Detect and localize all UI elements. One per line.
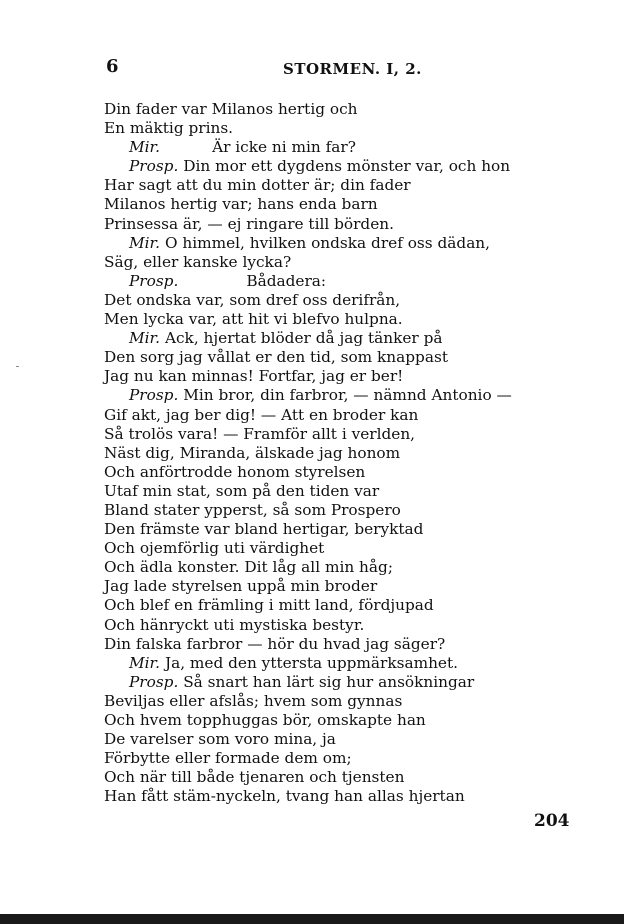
verse-line: Förbytte eller formade dem om; [104, 749, 352, 768]
verse-line: Har sagt att du min dotter är; din fader [104, 176, 411, 195]
line-text: Din mor ett dygdens mönster var, och hon [183, 157, 511, 176]
verse-line: Den sorg jag vållat er den tid, som knappast [104, 348, 448, 367]
folio-number: 204 [534, 811, 570, 831]
verse-line [104, 329, 574, 348]
speaker-name: Prosp. [129, 386, 179, 405]
verse-line: Gif akt, jag ber dig! — Att en broder kan [104, 405, 419, 424]
verse-line: Den främste var bland hertigar, beryktad [104, 520, 424, 539]
speaker-name: Prosp. [129, 157, 179, 176]
page-number: 6 [106, 56, 119, 77]
verse-line: En mäktig prins. [104, 119, 234, 138]
verse-line: De varelser som voro mina, ja [104, 730, 336, 749]
verse-line: Men lycka var, att hit vi blefvo hulpna. [104, 310, 403, 329]
verse-line: Din falska farbror — hör du hvad jag säger? [104, 634, 446, 653]
verse-line: Jag lade styrelsen uppå min broder [104, 577, 378, 596]
speaker-name: Mir. [129, 138, 161, 157]
line-text: Är icke ni min far? [212, 138, 356, 157]
verse-line: Jag nu kan minnas! Fortfar, jag er ber! [104, 367, 404, 386]
speaker-name: Prosp. [129, 672, 179, 691]
line-text: Min bror, din farbror, — nämnd Antonio — [183, 386, 512, 405]
verse-line [104, 386, 574, 405]
verse-line: Så trolös vara! — Framför allt i verlden, [104, 424, 416, 443]
speaker-name: Mir. [129, 653, 161, 672]
verse-line: Och hänryckt uti mystiska bestyr. [104, 615, 365, 634]
verse-line: Bland stater ypperst, så som Prospero [104, 500, 401, 519]
line-text: Så snart han lärt sig hur ansökningar [183, 672, 475, 691]
verse-line: Och ädla konster. Dit låg all min håg; [104, 558, 393, 577]
verse-line: Och ojemförlig uti värdighet [104, 539, 325, 558]
verse-line [104, 234, 574, 253]
line-text: Bådadera: [246, 271, 327, 290]
verse-line [104, 138, 574, 157]
verse-text [104, 100, 574, 806]
speaker-name: Mir. [129, 233, 161, 252]
verse-line [104, 654, 574, 673]
verse-line [104, 673, 574, 692]
verse-line: Din fader var Milanos hertig och [104, 100, 358, 118]
verse-line: Det ondska var, som dref oss derifrån, [104, 290, 401, 309]
verse-line [104, 157, 574, 176]
verse-line: Och blef en främling i mitt land, fördjupad [104, 596, 434, 615]
verse-line: Och när till både tjenaren och tjensten [104, 768, 405, 787]
verse-line: Milanos hertig var; hans enda barn [104, 195, 378, 214]
running-head: STORMEN. I, 2. [283, 60, 422, 78]
line-text: O himmel, hvilken ondska dref oss dädan, [164, 233, 491, 252]
verse-line: Näst dig, Miranda, älskade jag honom [104, 443, 401, 462]
verse-line: Prinsessa är, — ej ringare till börden. [104, 214, 394, 233]
line-text: Ack, hjertat blöder då jag tänker på [164, 329, 443, 348]
verse-line [104, 272, 574, 291]
speaker-name: Prosp. [129, 271, 179, 290]
line-text: Ja, med den yttersta uppmärksamhet. [164, 653, 458, 672]
verse-line: Beviljas eller afslås; hvem som gynnas [104, 691, 403, 710]
speaker-name: Mir. [129, 329, 161, 348]
margin-mark [16, 366, 19, 367]
verse-line: Säg, eller kanske lycka? [104, 252, 292, 271]
verse-line: Han fått stäm-nyckeln, tvang han allas hjertan [104, 787, 465, 806]
verse-line: Och hvem topphuggas bör, omskapte han [104, 711, 426, 729]
verse-line: Utaf min stat, som på den tiden var [104, 481, 380, 500]
verse-line: Och anförtrodde honom styrelsen [104, 462, 366, 481]
scan-bottom-edge [0, 914, 624, 924]
